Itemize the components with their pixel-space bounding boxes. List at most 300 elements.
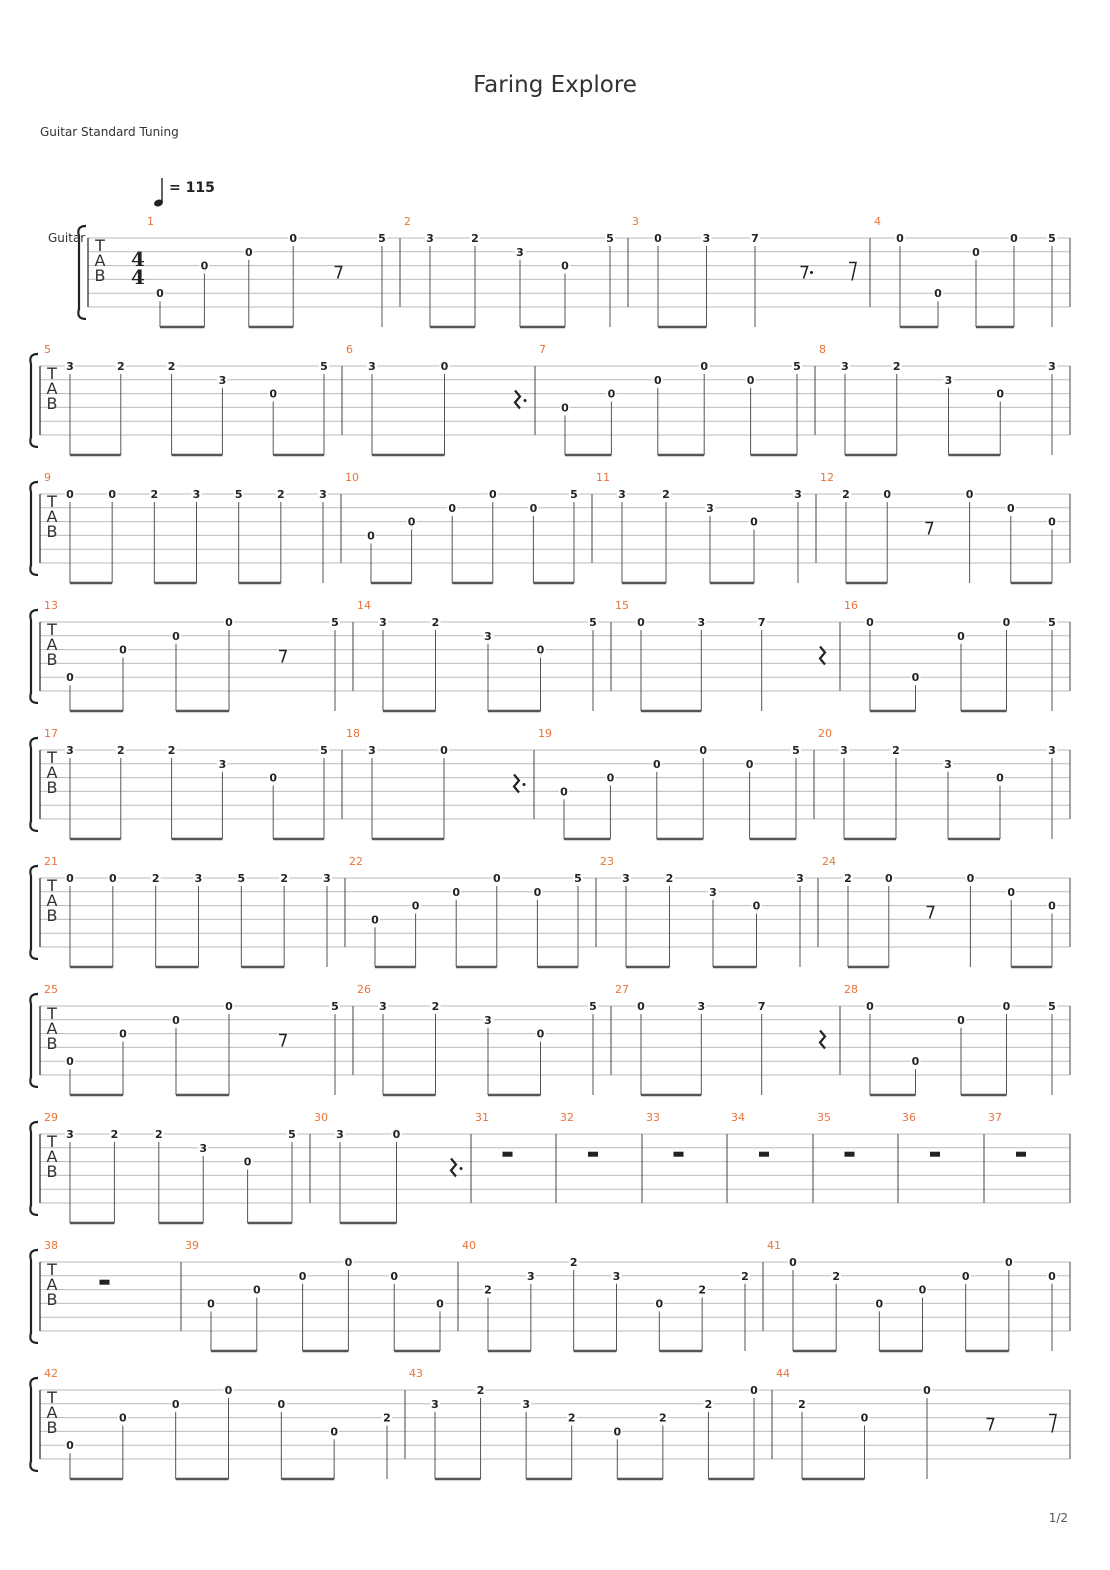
measure — [600, 855, 818, 967]
fret-number: 0 — [965, 488, 974, 501]
fret-number: 2 — [277, 488, 285, 501]
fret-number: 0 — [866, 616, 874, 629]
fret-number: 0 — [923, 1384, 931, 1397]
whole-rest-icon — [930, 1152, 940, 1157]
measure-number: 6 — [346, 343, 353, 356]
fret-number: 3 — [841, 360, 849, 373]
fret-number: 3 — [66, 1128, 74, 1141]
whole-rest-icon — [1016, 1152, 1026, 1157]
fret-number: 0 — [934, 287, 942, 301]
measure — [767, 1239, 1070, 1351]
fret-number: 5 — [574, 872, 582, 885]
fret-number: 0 — [488, 488, 497, 501]
fret-number: 0 — [972, 245, 980, 259]
fret-number: 3 — [379, 1000, 387, 1013]
system-bracket — [30, 994, 38, 1087]
fret-number: 3 — [431, 1397, 439, 1411]
fret-number: 0 — [561, 259, 569, 273]
fret-number: 0 — [1048, 899, 1056, 913]
system-bracket — [30, 354, 38, 447]
fret-number: 0 — [1002, 616, 1011, 629]
time-signature-top: 4 — [131, 247, 145, 271]
tab-clef-letter: B — [46, 522, 58, 541]
tab-clef-letter: T — [47, 364, 57, 383]
fret-number: 0 — [66, 488, 74, 501]
fret-number: 3 — [323, 872, 331, 885]
fret-number: 3 — [368, 360, 376, 373]
measure-number: 3 — [632, 215, 639, 228]
tab-clef-letter: A — [46, 507, 58, 526]
fret-number: 0 — [156, 287, 164, 301]
measure — [818, 727, 1070, 839]
measure-number: 29 — [44, 1111, 58, 1124]
measure-number: 38 — [44, 1239, 58, 1252]
fret-number: 0 — [533, 885, 542, 899]
tab-clef-letter: T — [47, 1260, 57, 1279]
fret-number: 0 — [1002, 1000, 1011, 1013]
fret-number: 2 — [110, 1128, 119, 1141]
measure-number: 31 — [475, 1111, 489, 1124]
page-number: 1/2 — [1048, 1511, 1068, 1525]
tab-system — [30, 855, 1070, 967]
tab-system — [30, 471, 1070, 583]
measure-number: 23 — [600, 855, 614, 868]
fret-number: 0 — [440, 360, 449, 373]
fret-number: 3 — [484, 629, 492, 643]
fret-number: 5 — [237, 872, 246, 885]
measure-number: 42 — [44, 1367, 58, 1380]
fret-number: 0 — [607, 387, 616, 401]
fret-number: 3 — [522, 1397, 530, 1411]
tab-clef-letter: B — [46, 1034, 58, 1053]
measure — [44, 727, 342, 839]
eighth-rest-icon — [801, 267, 808, 279]
measure — [44, 1111, 310, 1223]
fret-number: 5 — [792, 744, 800, 757]
fret-number: 5 — [570, 488, 578, 501]
measure-number: 33 — [646, 1111, 660, 1124]
fret-number: 0 — [996, 771, 1004, 785]
song-title: Faring Explore — [473, 72, 637, 98]
fret-number: 5 — [793, 360, 801, 373]
measure — [462, 1239, 763, 1351]
whole-rest-icon — [674, 1152, 684, 1157]
tab-system — [30, 983, 1070, 1095]
measure — [844, 599, 1070, 711]
fret-number: 3 — [796, 872, 804, 885]
fret-number: 0 — [392, 1128, 401, 1141]
whole-rest-icon — [759, 1152, 769, 1157]
fret-number: 0 — [883, 488, 892, 501]
measure-number: 10 — [345, 471, 359, 484]
fret-number: 3 — [218, 757, 227, 771]
fret-number: 3 — [794, 488, 802, 501]
fret-number: 0 — [560, 785, 568, 799]
system-bracket — [30, 866, 38, 959]
fret-number: 0 — [171, 1397, 180, 1411]
tab-clef-letter: T — [47, 492, 57, 511]
system-bracket — [30, 1250, 38, 1343]
fret-number: 0 — [225, 616, 233, 629]
fret-number: 0 — [911, 1055, 920, 1069]
measure-number: 26 — [357, 983, 371, 996]
eighth-rest-icon — [927, 907, 934, 919]
measure — [538, 727, 814, 839]
fret-number: 0 — [119, 1411, 127, 1425]
measure — [822, 855, 1070, 967]
fret-number: 0 — [172, 1013, 180, 1027]
measure — [820, 471, 1070, 583]
measure-number: 16 — [844, 599, 858, 612]
tab-clef-letter: B — [46, 778, 58, 797]
measure-number: 25 — [44, 983, 58, 996]
fret-number: 0 — [119, 643, 127, 657]
eighth-rest-icon — [335, 267, 342, 279]
fret-number: 0 — [700, 360, 709, 373]
fret-number: 3 — [319, 488, 327, 501]
fret-number: 0 — [298, 1269, 307, 1283]
fret-number: 5 — [320, 360, 328, 373]
fret-number: 0 — [269, 387, 278, 401]
measure — [44, 343, 342, 455]
fret-number: 3 — [66, 360, 74, 373]
fret-number: 3 — [944, 757, 952, 771]
fret-number: 3 — [218, 373, 227, 387]
tab-system — [30, 1367, 1070, 1479]
measure-number: 11 — [596, 471, 610, 484]
fret-number: 0 — [1048, 515, 1056, 529]
measure-number: 44 — [776, 1367, 790, 1380]
fret-number: 2 — [844, 872, 852, 885]
fret-number: 0 — [637, 616, 645, 629]
fret-number: 0 — [289, 232, 298, 245]
fret-number: 2 — [431, 1000, 440, 1013]
fret-number: 2 — [431, 616, 440, 629]
fret-number: 0 — [911, 671, 920, 685]
measure-number: 22 — [349, 855, 363, 868]
system-bracket — [30, 482, 38, 575]
measure-number: 18 — [346, 727, 360, 740]
measure-number: 8 — [819, 343, 826, 356]
fret-number: 0 — [244, 245, 253, 259]
fret-number: 0 — [745, 757, 754, 771]
fret-number: 3 — [379, 616, 387, 629]
fret-number: 2 — [116, 360, 125, 373]
measure-number: 30 — [314, 1111, 328, 1124]
instrument-label: Guitar — [48, 231, 86, 245]
fret-number: 3 — [1048, 744, 1056, 757]
fret-number: 2 — [741, 1269, 749, 1283]
fret-number: 0 — [1006, 501, 1015, 515]
fret-number: 2 — [842, 488, 850, 501]
measure-number: 21 — [44, 855, 58, 868]
measure-number: 20 — [818, 727, 832, 740]
tab-system — [30, 1111, 1070, 1223]
measure — [874, 215, 1070, 327]
fret-number: 2 — [383, 1411, 391, 1425]
dot-icon — [524, 399, 527, 402]
fret-number: 0 — [961, 1269, 970, 1283]
measure-number: 28 — [844, 983, 858, 996]
measure — [539, 343, 815, 455]
fret-number: 2 — [659, 1411, 667, 1425]
fret-number: 0 — [966, 872, 975, 885]
fret-number: 0 — [411, 899, 420, 913]
measure-number: 32 — [560, 1111, 574, 1124]
fret-number: 0 — [884, 872, 893, 885]
fret-number: 0 — [390, 1269, 399, 1283]
fret-number: 0 — [860, 1411, 869, 1425]
fret-number: 0 — [224, 1384, 233, 1397]
fret-number: 2 — [892, 360, 901, 373]
measure-number: 13 — [44, 599, 58, 612]
measure — [44, 1367, 405, 1479]
measure — [185, 1239, 458, 1351]
fret-number: 0 — [750, 1384, 758, 1397]
fret-number: 0 — [654, 232, 662, 245]
measure-number: 35 — [817, 1111, 831, 1124]
fret-number: 0 — [789, 1256, 797, 1269]
tab-clef-letter: B — [46, 906, 58, 925]
measure — [314, 1111, 471, 1223]
fret-number: 0 — [536, 1027, 545, 1041]
fret-number: 0 — [529, 501, 538, 515]
fret-number: 7 — [751, 232, 759, 245]
fret-number: 7 — [757, 616, 766, 629]
fret-number: 2 — [698, 1283, 706, 1297]
fret-number: 0 — [452, 885, 461, 899]
measure — [819, 343, 1070, 455]
fret-number: 0 — [344, 1256, 353, 1269]
fret-number: 3 — [612, 1269, 621, 1283]
fret-number: 0 — [108, 488, 116, 501]
fret-number: 0 — [1010, 232, 1018, 245]
fret-number: 3 — [622, 872, 630, 885]
fret-number: 0 — [225, 1000, 233, 1013]
fret-number: 0 — [172, 629, 180, 643]
tempo-value: = 115 — [169, 180, 215, 196]
fret-number: 5 — [1048, 232, 1056, 245]
fret-number: 0 — [66, 872, 74, 885]
tab-system — [48, 215, 1070, 327]
measure-number: 39 — [185, 1239, 199, 1252]
whole-rest-icon — [503, 1152, 513, 1157]
system-bracket — [30, 1378, 38, 1471]
measure-number: 9 — [44, 471, 51, 484]
fret-number: 5 — [1048, 1000, 1056, 1013]
tab-clef-letter: A — [94, 251, 106, 270]
fret-number: 0 — [330, 1425, 338, 1439]
fret-number: 0 — [448, 501, 457, 515]
measure-number: 36 — [902, 1111, 916, 1124]
fret-number: 3 — [840, 744, 848, 757]
fret-number: 0 — [492, 872, 501, 885]
fret-number: 3 — [516, 245, 524, 259]
measure — [44, 855, 345, 967]
tab-clef-letter: A — [46, 1403, 58, 1422]
fret-number: 0 — [637, 1000, 645, 1013]
measure-number: 7 — [539, 343, 546, 356]
tab-clef-letter: A — [46, 1019, 58, 1038]
fret-number: 0 — [752, 899, 761, 913]
fret-number: 2 — [484, 1283, 492, 1297]
fret-number: 0 — [536, 643, 545, 657]
fret-number: 5 — [589, 1000, 597, 1013]
measure — [44, 599, 353, 711]
dot-icon — [810, 271, 813, 274]
fret-number: 3 — [194, 872, 203, 885]
fret-number: 2 — [704, 1397, 713, 1411]
fret-number: 0 — [1005, 1256, 1013, 1269]
fret-number: 5 — [331, 616, 339, 629]
fret-number: 3 — [66, 744, 74, 757]
fret-number: 2 — [798, 1397, 806, 1411]
tab-clef-letter: A — [46, 891, 58, 910]
measure-number: 37 — [988, 1111, 1002, 1124]
measure — [632, 215, 870, 327]
fret-number: 0 — [66, 671, 74, 685]
measure — [345, 471, 592, 583]
fret-number: 2 — [471, 232, 479, 245]
fret-number: 7 — [757, 1000, 766, 1013]
fret-number: 3 — [192, 488, 201, 501]
tab-clef-letter: B — [46, 1418, 58, 1437]
fret-number: 0 — [1007, 885, 1016, 899]
measure — [357, 599, 611, 711]
fret-number: 0 — [66, 1055, 74, 1069]
tab-clef-letter: T — [95, 236, 105, 255]
measure — [44, 983, 353, 1095]
fret-number: 0 — [613, 1425, 622, 1439]
fret-number: 2 — [154, 1128, 163, 1141]
tab-clef-letter: T — [47, 620, 57, 639]
fret-number: 3 — [484, 1013, 492, 1027]
time-signature-bottom: 4 — [131, 265, 145, 289]
fret-number: 2 — [116, 744, 125, 757]
fret-number: 5 — [288, 1128, 296, 1141]
eighth-rest-icon — [279, 651, 286, 663]
fret-number: 2 — [151, 872, 160, 885]
fret-number: 2 — [665, 872, 674, 885]
fret-number: 0 — [699, 744, 708, 757]
fret-number: 2 — [280, 872, 288, 885]
measure-number: 17 — [44, 727, 58, 740]
fret-number: 2 — [167, 360, 176, 373]
tab-clef-letter: B — [46, 650, 58, 669]
measure — [346, 343, 535, 455]
measure — [844, 983, 1070, 1095]
fret-number: 0 — [269, 771, 278, 785]
measure — [346, 727, 534, 839]
fret-number: 0 — [746, 373, 755, 387]
whole-rest-icon — [845, 1152, 855, 1157]
tab-clef-letter: T — [47, 1004, 57, 1023]
eighth-rest-icon — [279, 1035, 286, 1047]
fret-number: 3 — [706, 501, 714, 515]
measure-number: 24 — [822, 855, 836, 868]
tab-clef-letter: B — [46, 1290, 58, 1309]
fret-number: 3 — [702, 232, 711, 245]
measure — [404, 215, 628, 327]
fret-number: 0 — [119, 1027, 127, 1041]
fret-number: 0 — [875, 1297, 884, 1311]
fret-number: 3 — [527, 1269, 535, 1283]
measure — [615, 599, 840, 711]
dot-icon — [523, 783, 526, 786]
fret-number: 2 — [662, 488, 670, 501]
measure-number: 4 — [874, 215, 881, 228]
fret-number: 5 — [320, 744, 328, 757]
fret-number: 0 — [207, 1297, 215, 1311]
fret-number: 0 — [371, 913, 379, 927]
tab-clef-letter: A — [46, 1147, 58, 1166]
measure-number: 14 — [357, 599, 371, 612]
fret-number: 5 — [1048, 616, 1056, 629]
fret-number: 5 — [606, 232, 614, 245]
fret-number: 0 — [652, 757, 661, 771]
fret-number: 2 — [832, 1269, 840, 1283]
system-bracket — [30, 1122, 38, 1215]
fret-number: 0 — [655, 1297, 664, 1311]
measure-number: 1 — [147, 215, 154, 228]
fret-number: 3 — [426, 232, 434, 245]
measure-number: 40 — [462, 1239, 476, 1252]
fret-number: 0 — [957, 1013, 965, 1027]
eighth-rest-icon — [987, 1419, 994, 1431]
eighth-rest-icon — [925, 523, 932, 535]
tab-clef-letter: A — [46, 1275, 58, 1294]
measure-number: 43 — [409, 1367, 423, 1380]
measure — [776, 1367, 1070, 1479]
measure — [409, 1367, 772, 1479]
fret-number: 5 — [378, 232, 386, 245]
measure — [615, 983, 840, 1095]
fret-number: 2 — [892, 744, 900, 757]
measure-number: 12 — [820, 471, 834, 484]
fret-number: 3 — [336, 1128, 344, 1141]
tab-clef-letter: T — [47, 1388, 57, 1407]
fret-number: 2 — [167, 744, 176, 757]
fret-number: 0 — [407, 515, 416, 529]
tab-clef-letter: T — [47, 876, 57, 895]
fret-number: 0 — [866, 1000, 874, 1013]
tab-clef-letter: B — [94, 266, 106, 285]
fret-number: 0 — [561, 401, 569, 415]
tab-system — [30, 727, 1070, 839]
tab-clef-letter: T — [47, 748, 57, 767]
measure — [596, 471, 816, 583]
fret-number: 0 — [109, 872, 117, 885]
measure-number: 41 — [767, 1239, 781, 1252]
measure-number: 19 — [538, 727, 552, 740]
fret-number: 0 — [200, 259, 209, 273]
fret-number: 5 — [234, 488, 243, 501]
fret-number: 3 — [697, 1000, 706, 1013]
fret-number: 0 — [996, 387, 1005, 401]
fret-number: 0 — [750, 515, 758, 529]
measure-number: 15 — [615, 599, 629, 612]
fret-number: 3 — [618, 488, 626, 501]
fret-number: 0 — [66, 1439, 74, 1453]
measure-number: 34 — [731, 1111, 745, 1124]
tab-system — [30, 599, 1070, 711]
fret-number: 0 — [367, 529, 375, 543]
measure — [44, 471, 341, 583]
fret-number: 3 — [368, 744, 376, 757]
fret-number: 0 — [957, 629, 965, 643]
tab-clef-letter: A — [46, 763, 58, 782]
fret-number: 0 — [653, 373, 662, 387]
